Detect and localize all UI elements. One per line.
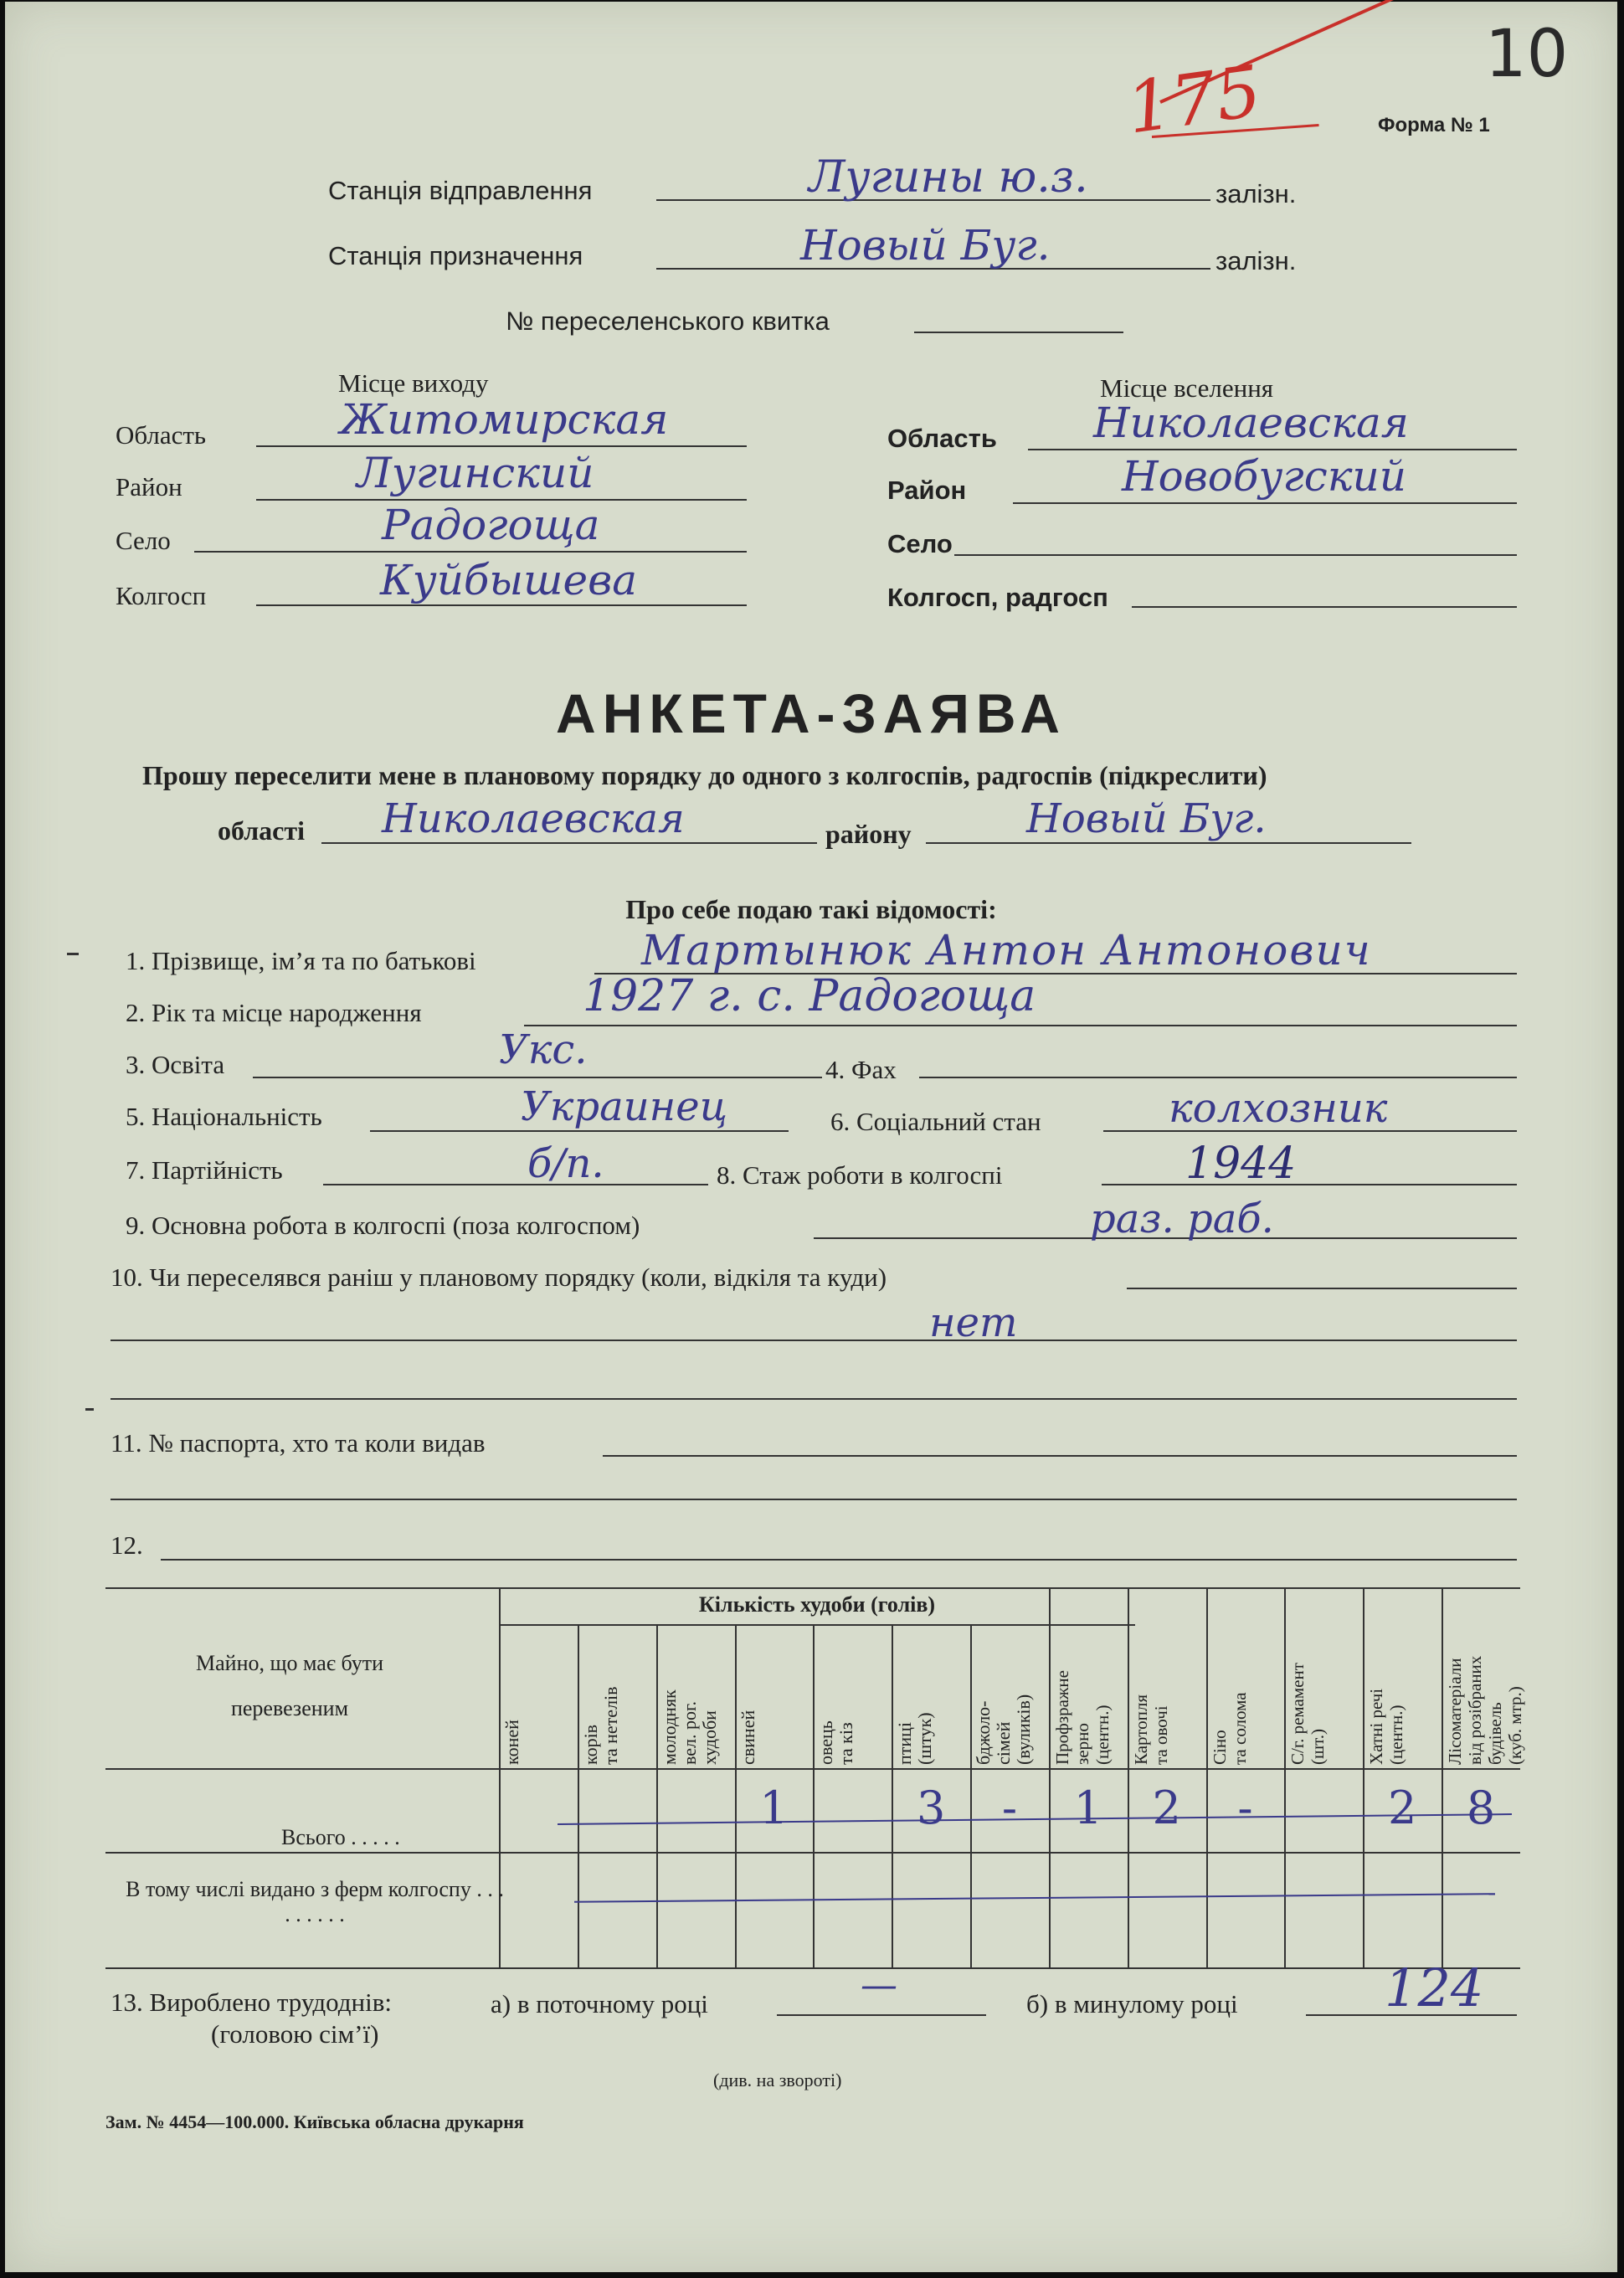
info-heading: Про себе подаю такі відомості: <box>625 894 997 924</box>
dest-title: Місце вселення <box>1100 373 1274 403</box>
ticket-line <box>914 332 1123 333</box>
margin-tick <box>67 953 79 955</box>
field-10-label: 10. Чи переселявся раніш у плановому порядку (коли, відкіля та куди) <box>110 1262 887 1292</box>
field-3-label: 3. Освіта <box>126 1050 225 1079</box>
field-2-label: 2. Рік та місце народження <box>126 998 422 1027</box>
table-kolhosp-dash-line <box>574 1893 1495 1903</box>
table-col-separator <box>656 1624 658 1967</box>
workdays-label: 13. Вироблено трудоднів: <box>110 1987 393 2017</box>
origin-kolhosp-value: Куйбышева <box>380 556 638 604</box>
table-total-value: 8 <box>1466 1782 1496 1834</box>
document-sheet <box>5 2 1617 2272</box>
field-4-line <box>919 1077 1517 1078</box>
dest-kolhosp-label: Колгосп, радгосп <box>887 583 1108 612</box>
field-2-value: 1927 г. с. Радогоща <box>583 971 1036 1021</box>
field-12-label: 12. <box>110 1530 143 1560</box>
destination-station-label: Станція призначення <box>328 241 583 270</box>
table-total-value: 2 <box>1152 1782 1181 1834</box>
origin-selo-line <box>194 551 747 553</box>
table-kolhosp-label: В тому числі видано з ферм колгоспу . . . . . . . . . <box>126 1877 504 1926</box>
field-7-label: 7. Партійність <box>126 1155 283 1185</box>
table-col-separator <box>578 1624 579 1967</box>
margin-tick-2 <box>85 1408 94 1411</box>
table-column-header: Картопля та овочі <box>1130 1694 1171 1765</box>
table-group-header: Кількість худоби (голів) <box>698 1592 936 1617</box>
table-column-header: овець та кіз <box>815 1720 857 1765</box>
departure-label: Станція відправлення <box>328 176 593 205</box>
dest-raion-line <box>1013 502 1517 504</box>
field-10-line <box>1127 1288 1517 1289</box>
field-3-line <box>253 1077 822 1078</box>
workdays-previous-value: 124 <box>1385 1957 1484 2018</box>
field-7-value: б/п. <box>527 1140 604 1187</box>
origin-selo-value: Радогоща <box>382 501 600 549</box>
workdays-current-value: — <box>861 1964 897 2007</box>
request-raion-value: Новый Буг. <box>1026 795 1267 842</box>
field-11-line-2 <box>110 1499 1517 1500</box>
field-11-label: 11. № паспорта, хто та коли видав <box>110 1428 486 1458</box>
table-bottom-border <box>105 1967 1520 1969</box>
table-column-header: свиней <box>737 1710 758 1765</box>
table-total-value: 1 <box>759 1782 789 1834</box>
field-4-label: 4. Фах <box>825 1055 897 1084</box>
origin-selo-label: Село <box>116 526 171 555</box>
workdays-current-label: а) в поточному році <box>491 1989 708 2018</box>
field-5-label: 5. Національність <box>126 1102 322 1131</box>
table-col-separator <box>1049 1587 1051 1967</box>
table-column-header: Профзражне зерно (центн.) <box>1051 1670 1113 1765</box>
field-8-label: 8. Стаж роботи в колгоспі <box>717 1160 1003 1190</box>
table-column-header: коней <box>501 1720 522 1765</box>
ticket-label: № переселенського квитка <box>506 306 830 336</box>
table-col-separator <box>1206 1587 1208 1967</box>
workdays-current-line <box>777 2014 986 2016</box>
form-number: Форма № 1 <box>1378 114 1490 136</box>
origin-kolhosp-line <box>256 604 747 606</box>
request-text: Прошу переселити мене в плановому порядку до одного з колгоспів, радгоспів (підкреслити) <box>142 760 1267 790</box>
field-10-line-3 <box>110 1398 1517 1400</box>
field-9-label: 9. Основна робота в колгоспі (поза колгоспом) <box>126 1211 640 1240</box>
request-raion-label: району <box>825 819 912 849</box>
field-2-line <box>524 1025 1517 1026</box>
table-total-value: - <box>1237 1782 1253 1834</box>
dest-raion-label: Район <box>887 476 967 505</box>
dest-raion-value: Новобугский <box>1122 452 1406 501</box>
dest-oblast-label: Область <box>887 424 997 453</box>
origin-raion-value: Лугинский <box>357 449 594 497</box>
request-oblast-label: області <box>218 815 305 846</box>
field-10-line-2 <box>110 1340 1517 1341</box>
workdays-previous-label: б) в минулому році <box>1026 1989 1238 2018</box>
request-raion-line <box>926 842 1411 844</box>
field-12-line <box>161 1559 1517 1561</box>
origin-kolhosp-label: Колгосп <box>116 581 207 610</box>
table-total-value: 2 <box>1388 1782 1417 1834</box>
field-9-value: раз. раб. <box>1090 1196 1274 1242</box>
destination-railway: залізн. <box>1215 246 1297 275</box>
request-oblast-line <box>321 842 817 844</box>
table-total-value: 3 <box>916 1782 946 1834</box>
departure-railway: залізн. <box>1215 179 1297 208</box>
table-column-header: Сіно та солома <box>1209 1692 1250 1765</box>
table-total-value: 1 <box>1073 1782 1103 1834</box>
field-5-value: Украинец <box>521 1083 728 1130</box>
table-column-header: птиці (штук) <box>894 1712 936 1765</box>
dest-selo-line <box>954 554 1517 556</box>
origin-oblast-label: Область <box>116 420 207 450</box>
destination-station-value: Новый Буг. <box>800 221 1051 270</box>
turn-over-note: (див. на звороті) <box>713 2070 842 2090</box>
origin-oblast-value: Житомирская <box>340 395 669 444</box>
property-table <box>105 1587 1526 1969</box>
dest-oblast-value: Николаевская <box>1093 399 1409 447</box>
field-11-line <box>603 1455 1517 1457</box>
page-number: 10 <box>1485 17 1569 92</box>
field-8-line <box>1102 1184 1517 1185</box>
field-1-value: Мартынюк Антон Антонович <box>641 926 1372 974</box>
table-col-separator <box>892 1624 893 1967</box>
form-title: АНКЕТА-ЗАЯВА <box>556 682 1066 744</box>
field-6-label: 6. Соціальний стан <box>830 1107 1041 1136</box>
origin-raion-label: Район <box>116 472 182 501</box>
field-8-value: 1944 <box>1185 1139 1297 1189</box>
field-6-value: колхозник <box>1169 1085 1388 1132</box>
table-col-separator <box>813 1624 815 1967</box>
table-total-value: - <box>1001 1782 1018 1834</box>
table-total-dash-line <box>558 1813 1512 1825</box>
table-group-border <box>499 1624 1135 1626</box>
printer-note: Зам. № 4454—100.000. Київська обласна друкарня <box>105 2111 524 2132</box>
origin-title: Місце виходу <box>338 368 489 398</box>
table-column-header: бджоло- сімей (вуликів) <box>973 1694 1035 1765</box>
old-number-stamp: 175 <box>1121 49 1267 150</box>
workdays-sub: (головою сім’ї) <box>211 2019 379 2049</box>
table-col-separator <box>735 1624 737 1967</box>
field-3-value: Укс. <box>499 1026 588 1073</box>
table-col-separator <box>1363 1587 1364 1967</box>
table-column-header: молодняк вел. рог. худоби <box>658 1689 720 1765</box>
table-col-separator <box>1128 1587 1129 1967</box>
field-10-value: нет <box>929 1299 1018 1346</box>
table-col-separator <box>1442 1587 1443 1967</box>
field-7-line <box>323 1184 708 1185</box>
table-column-header: корів та нетелів <box>579 1686 621 1765</box>
departure-value: Лугины ю.з. <box>809 152 1088 203</box>
table-row-header: Майно, що має бути перевезеним <box>196 1651 383 1720</box>
table-col-separator <box>970 1624 972 1967</box>
field-5-line <box>370 1130 789 1132</box>
table-total-label: Всього . . . . . <box>281 1825 400 1849</box>
table-col-separator <box>1284 1587 1286 1967</box>
table-column-header: С/г. ремамент (шт.) <box>1287 1663 1328 1765</box>
origin-oblast-line <box>256 445 747 447</box>
field-1-label: 1. Прізвище, ім’я та по батькові <box>126 946 476 975</box>
dest-selo-label: Село <box>887 529 953 558</box>
dest-oblast-line <box>1028 449 1517 450</box>
request-oblast-value: Николаевская <box>382 795 685 842</box>
dest-kolhosp-line <box>1132 606 1517 608</box>
table-top-border <box>105 1587 1520 1589</box>
table-column-header: Лісоматеріали від розібраних будівель (куб. мтр.) <box>1445 1655 1526 1765</box>
table-column-header: Хатні речі (центн.) <box>1366 1688 1407 1765</box>
